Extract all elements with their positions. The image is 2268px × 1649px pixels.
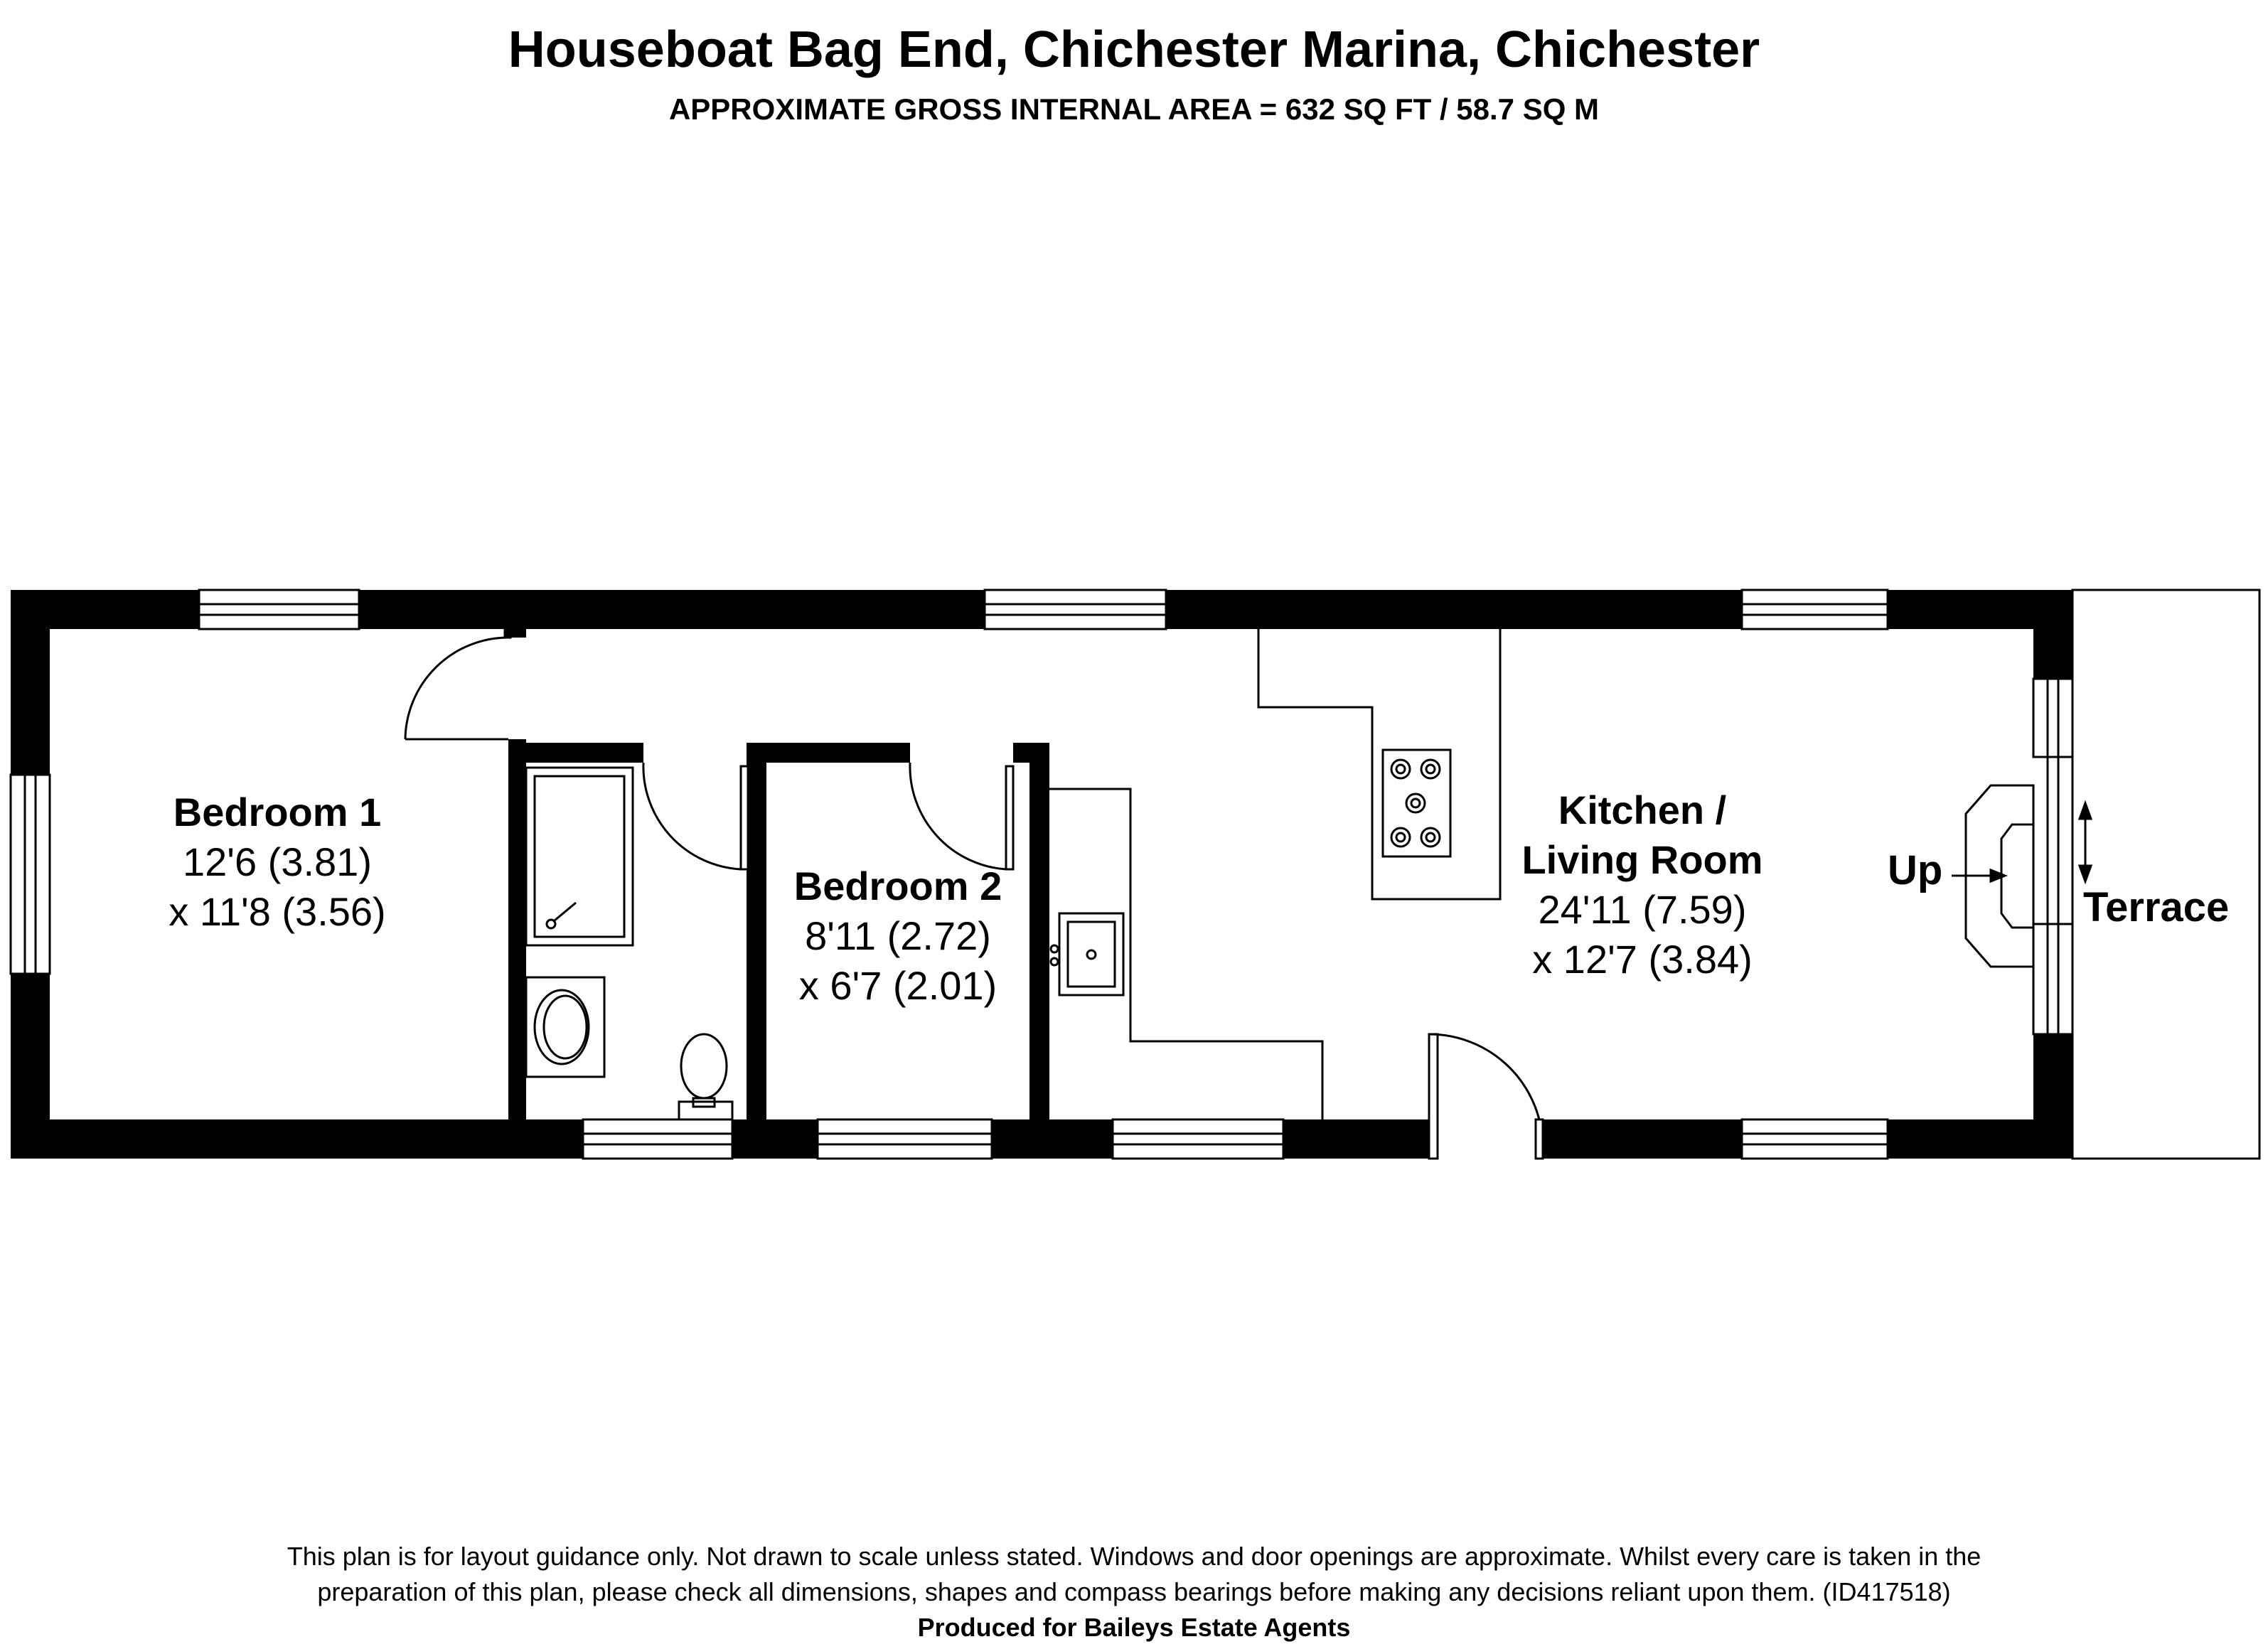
bathroom-fixtures [526, 768, 732, 1119]
kitchen-name-2: Living Room [1521, 837, 1763, 882]
bedroom-1-dim1: 12'6 (3.81) [183, 839, 372, 884]
terrace-area [2072, 590, 2259, 1159]
kitchen-dim1: 24'11 (7.59) [1538, 887, 1747, 932]
gross-area: APPROXIMATE GROSS INTERNAL AREA = 632 SQ FT / 58.7 SQ M [668, 92, 1600, 126]
kitchen-dim2: x 12'7 (3.84) [1532, 937, 1753, 982]
credit-line: Produced for Baileys Estate Agents [917, 1613, 1351, 1642]
up-label: Up [1888, 847, 1943, 893]
bedroom-1-name: Bedroom 1 [173, 790, 382, 834]
bedroom-2-dim1: 8'11 (2.72) [805, 913, 991, 958]
kitchen-name-1: Kitchen / [1558, 788, 1727, 832]
bedroom-1-label [128, 788, 427, 937]
bedroom-2-dim2: x 6'7 (2.01) [798, 963, 997, 1008]
bedroom-2-label [766, 861, 1029, 1011]
disclaimer-line-2: preparation of this plan, please check all dimensions, shapes and compass bearings before making any decisions reliant upon them. (ID417518) [317, 1577, 1951, 1606]
bedroom-1-dim2: x 11'8 (3.56) [169, 889, 386, 934]
bedroom-2-name: Bedroom 2 [793, 864, 1002, 908]
terrace-label: Terrace [2083, 884, 2230, 930]
kitchen-label [1465, 785, 1820, 984]
disclaimer [0, 1539, 2268, 1645]
disclaimer-line-1: This plan is for layout guidance only. Not drawn to scale unless stated. Windows and door openings are approximate. Whilst every care is taken in the [287, 1542, 1981, 1571]
plan-title: Houseboat Bag End, Chichester Marina, Chichester [508, 21, 1760, 78]
